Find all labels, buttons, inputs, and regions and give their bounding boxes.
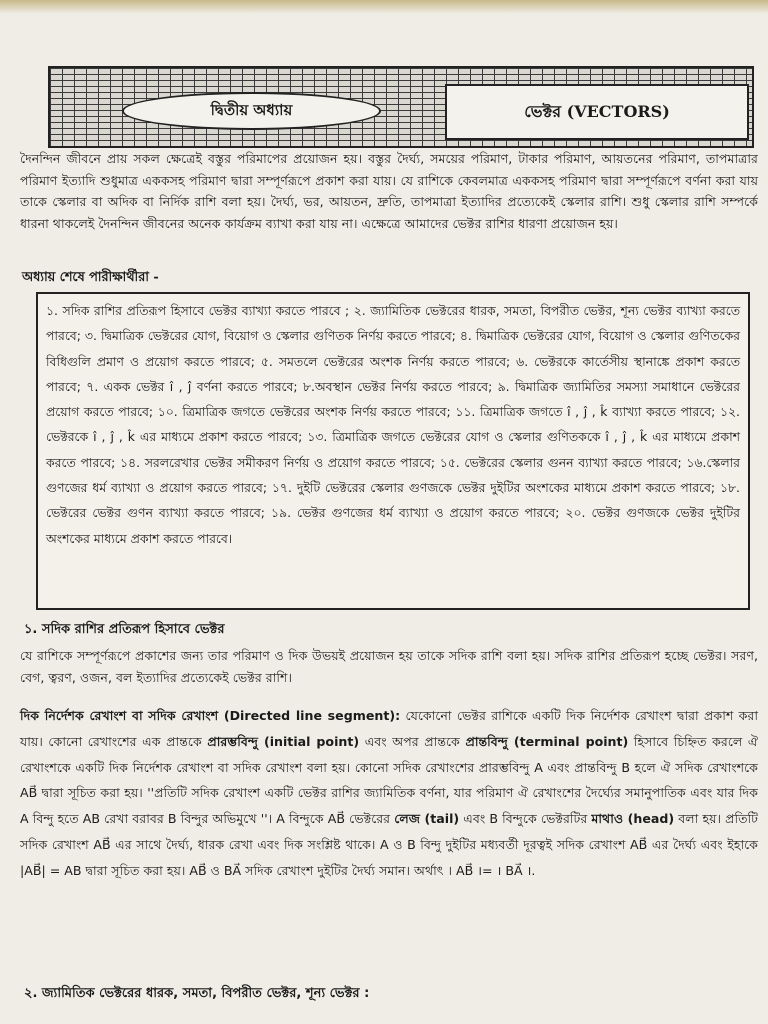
section-1-heading: ১. সদিক রাশির প্রতিরূপ হিসাবে ভেক্টর bbox=[24, 622, 225, 637]
term-tail: লেজ (tail) bbox=[394, 811, 460, 827]
chapter-banner bbox=[48, 66, 754, 148]
paragraph-text-4: এবং B বিন্দুকে ভেক্টরটির bbox=[459, 811, 592, 827]
paragraph-text-5: বলা হয়। প্রতিটি সদিক রেখাংশ AB⃗ এর সাথে দৈর্ঘ্য, ধারক রেখা এবং দিক সংশ্লিষ্ট থাকে। A ও B বিন্দু দুইটির মধ্যবর্তী দূরত্বই সদিক রেখাংশ AB⃗ এর দৈর্ঘ্য এবং ইহাকে |AB⃗| = AB দ্বারা সূচিত করা হয়। AB⃗ ও BA⃗ সদিক রেখাংশ দুইটির দৈর্ঘ্য সমান। অর্থাৎ । AB⃗ ।= । BA⃗ ।. bbox=[20, 811, 759, 878]
term-initial-point: প্রারম্ভবিন্দু (initial point) bbox=[207, 733, 360, 749]
section-2-heading: ২. জ্যামিতিক ভেক্টরের ধারক, সমতা, বিপরীত ভেক্টর, শূন্য ভেক্টর : bbox=[24, 986, 370, 1001]
objectives-heading: অধ্যায় শেষে পারীক্ষার্থীরা - bbox=[22, 270, 159, 285]
intro-paragraph: দৈনন্দিন জীবনে প্রায় সকল ক্ষেত্রেই বস্তুর পরিমাপের প্রয়োজন হয়। বস্তুর দৈর্ঘ্য, সময়ের পরিমাণ, টাকার পরিমাণ, আয়তনের পরিমাণ, তাপমাত্রার পরিমাণ ইত্যাদি শুধুমাত্র এককসহ পরিমাণ দ্বারা সম্পূর্ণরূপে প্রকাশ করা যায়। যে রাশিকে কেবলমাত্র এককসহ পরিমাণ দ্বারা সম্পূর্ণরূপে বর্ণনা করা যায় তাকে স্কেলার বা অদিক বা নির্দিক রাশি বলা হয়। দৈর্ঘ্য, ভর, আয়তন, দ্রুতি, তাপমাত্রা ইত্যাদির প্রত্যেকেই স্কেলার রাশি। শুধু স্কেলার রাশি সম্পর্কে ধারনা থাকলেই দৈনন্দিন জীবনের অনেক কার্যক্রম ব্যাখা করা যায় না। এক্ষেত্রে আমাদের ভেক্টর রাশির ধারণা প্রয়োজন হয়। bbox=[20, 151, 758, 231]
page-top-edge bbox=[0, 0, 768, 14]
paragraph-text-2: এবং অপর প্রান্তকে bbox=[359, 733, 466, 749]
term-head: মাথাও (head) bbox=[591, 811, 675, 827]
directed-line-segment-paragraph bbox=[20, 703, 758, 884]
term-directed-line-segment: দিক নির্দেশক রেখাংশ বা সদিক রেখাংশ (Directed line segment): bbox=[20, 708, 401, 723]
section-1-paragraph: যে রাশিকে সম্পূর্ণরূপে প্রকাশের জন্য তার পরিমাণ ও দিক উভয়ই প্রয়োজন হয় তাকে সদিক রাশি বলা হয়। সদিক রাশির প্রতিরূপ হচ্ছে ভেক্টর। সরণ, বেগ, ত্বরণ, ওজন, বল ইত্যাদির প্রত্যেকেই ভেক্টর রাশি। bbox=[20, 648, 758, 685]
chapter-label: দ্বিতীয় অধ্যায় bbox=[122, 92, 381, 130]
term-terminal-point: প্রান্তবিন্দু (terminal point) bbox=[465, 733, 629, 749]
paragraph-text-1: যেকোনো ভেক্টর রাশিকে একটি দিক নির্দেশক রেখাংশ দ্বারা প্রকাশ করা যায়। কোনো রেখাংশের এক প্রান্তকে bbox=[20, 708, 759, 749]
objectives-box: ১. সদিক রাশির প্রতিরূপ হিসাবে ভেক্টর ব্যাখ্যা করতে পারবে ; ২. জ্যামিতিক ভেক্টরের ধারক, সমতা, বিপরীত ভেক্টর, শূন্য ভেক্টর ব্যাখ্যা করতে পারবে; ৩. দ্বিমাত্রিক ভেক্টরের যোগ, বিয়োগ ও স্কেলার গুণিতক নির্ণয় করতে পারবে; ৪. দ্বিমাত্রিক ভেক্টরের যোগ, বিয়োগ ও স্কেলার গুণিতকের বিধিগুলি প্রমাণ ও প্রয়োগ করতে পারবে; ৫. সমতলে ভেক্টরের অংশক নির্ণয় করতে পারবে; ৬. ভেক্টরকে কার্তেসীয় স্থানাঙ্কে প্রকাশ করতে পারবে; ৭. একক ভেক্টর î , ĵ বর্ণনা করতে পারবে; ৮.অবস্থান ভেক্টর নির্ণয় করতে পারবে; ৯. দ্বিমাত্রিক জ্যামিতির সমস্যা সমাধানে ভেক্টরের প্রয়োগ করতে পারবে; ১০. ত্রিমাত্রিক জগতে ভেক্টরের অংশক নির্ণয় করতে পারবে; ১১. ত্রিমাত্রিক জগতে î , ĵ , k̂ ব্যাখ্যা করতে পারবে; ১২. ভেক্টরকে î , ĵ , k̂ এর মাধ্যমে প্রকাশ করতে পারবে; ১৩. ত্রিমাত্রিক জগতে ভেক্টরের যোগ ও স্কেলার গুণিতককে î , ĵ , k̂ এর মাধ্যমে প্রকাশ করতে পারবে; ১৪. সরলরেখার ভেক্টর সমীকরণ নির্ণয় ও প্রয়োগ করতে পারবে; ১৫. ভেক্টরের স্কেলার গুনন ব্যাখ্যা করতে পারবে; ১৬.স্কেলার গুণজের ধর্ম ব্যাখ্যা ও প্রয়োগ করতে পারবে; ১৭. দুইটি ভেক্টরের স্কেলার গুণজকে ভেক্টর দুইটির অংশকের মাধ্যমে প্রকাশ করতে পারবে; ১৮. ভেক্টরের ভেক্টর গুণন ব্যাখ্যা করতে পারবে; ১৯. ভেক্টর গুণজের ধর্ম ব্যাখ্যা ও প্রয়োগ করতে পারবে; ২০. ভেক্টর গুণজকে ভেক্টর দুইটির অংশকের মাধ্যমে প্রকাশ করতে পারবে। bbox=[36, 292, 750, 610]
chapter-title: ভেক্টর (VECTORS) bbox=[445, 84, 749, 140]
paragraph-text-3: হিসাবে চিহ্নিত করলে ঐ রেখাংশকে একটি দিক নির্দেশক রেখাংশ বা সদিক রেখাংশ বলা হয়। কোনো সদিক রেখাংশের প্রারম্ভবিন্দু A এবং প্রান্তবিন্দু B হলে ঐ সদিক রেখাংশকে AB⃗ দ্বারা সূচিত করা হয়। ''প্রতিটি সদিক রেখাংশ একটি ভেক্টর রাশির জ্যামিতিক বর্ণনা, যার পরিমাণ ঐ রেখাংশের দৈর্ঘ্যের সমানুপাতিক এবং যার দিক A বিন্দু হতে AB রেখা বরাবর B বিন্দুর অভিমুখে ''। A বিন্দুকে AB⃗ ভেক্টরের bbox=[20, 733, 758, 827]
